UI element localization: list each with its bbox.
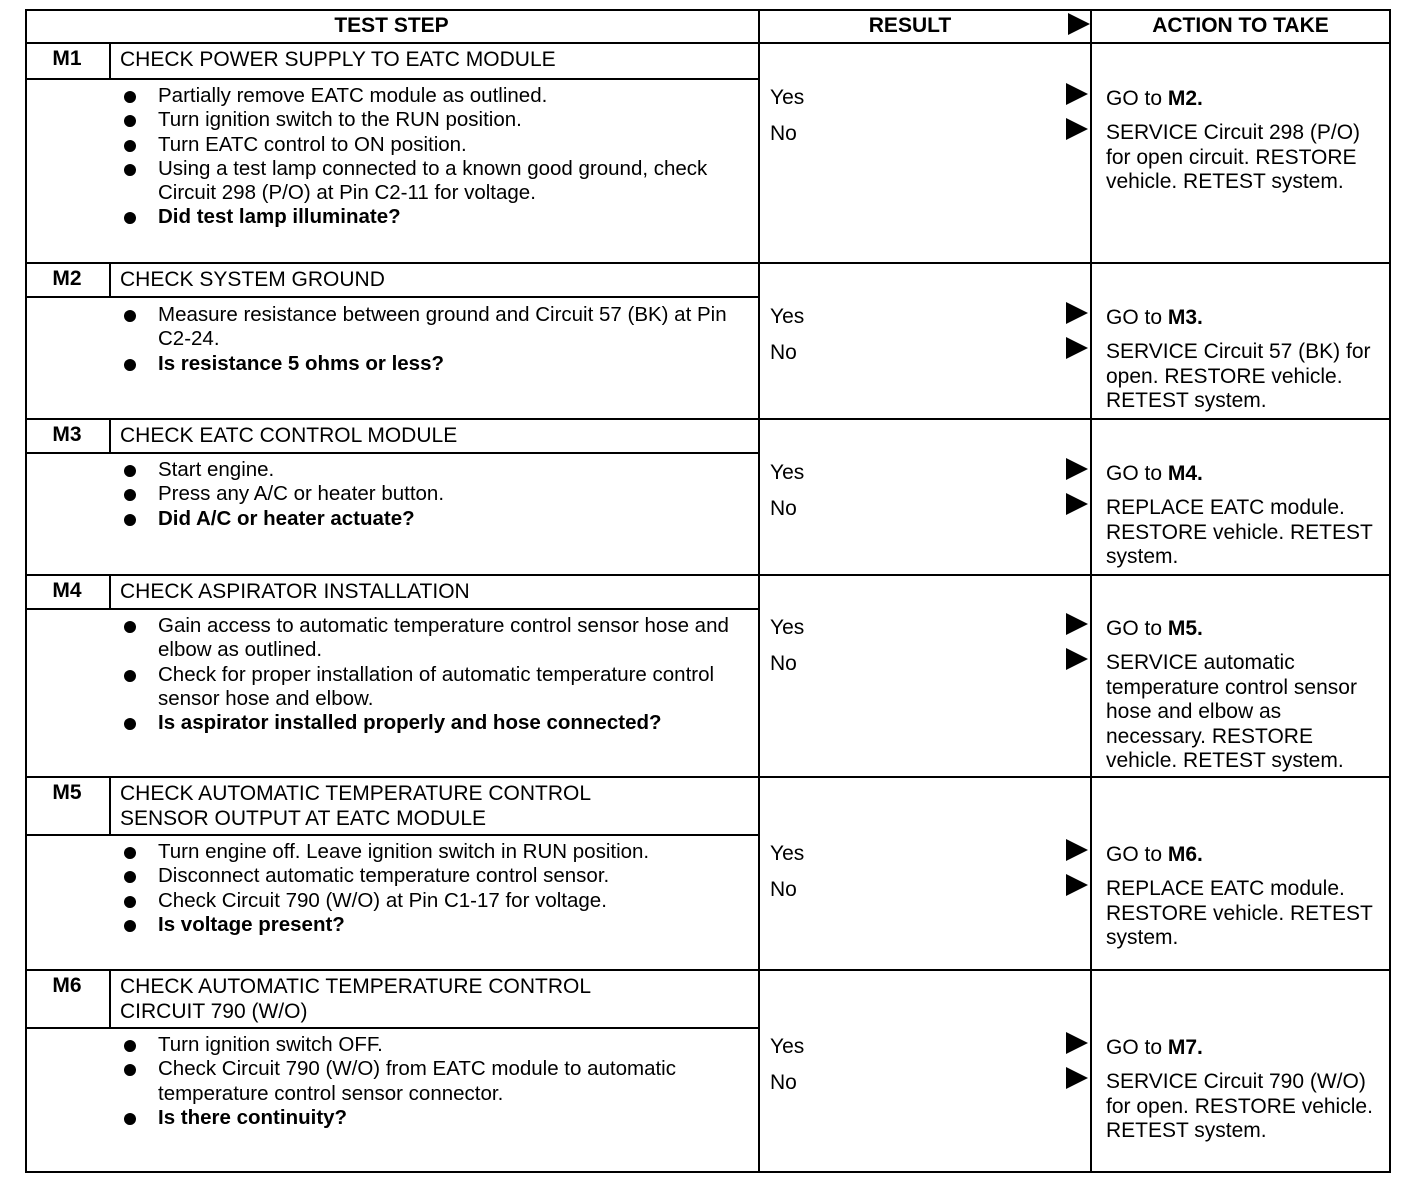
test-section-m1: [25, 44, 1391, 263]
code-divider: [109, 971, 111, 1028]
no-action: SERVICE automatic temperature control sensor hose and elbow as necessary. RESTORE vehicle. RETEST system.: [1106, 651, 1357, 772]
bullet-icon: [124, 871, 136, 883]
title-rule: [25, 1027, 758, 1029]
header-arrow-icon: [1068, 13, 1090, 35]
result-yes: Yes: [770, 616, 805, 639]
no-action: REPLACE EATC module. RESTORE vehicle. RETEST system.: [1106, 877, 1373, 949]
step-item: Check Circuit 790 (W/O) from EATC module to automatic temperature control sensor connector.: [120, 1057, 750, 1106]
code-divider: [109, 778, 111, 835]
yes-arrow-icon: [1066, 839, 1088, 861]
code-divider: [109, 264, 111, 297]
step-list: [120, 84, 750, 230]
code-divider: [109, 420, 111, 453]
step-question: Did test lamp illuminate?: [120, 205, 750, 229]
step-title: CHECK AUTOMATIC TEMPERATURE CONTROL CIRCUIT 790 (W/O): [120, 975, 591, 1023]
bullet-icon: [124, 1064, 136, 1076]
step-question: Is voltage present?: [120, 913, 750, 937]
title-rule: [25, 296, 758, 298]
step-code: M2: [52, 267, 82, 290]
title-rule: [25, 78, 758, 80]
goto-step-link[interactable]: M5.: [1167, 617, 1203, 640]
result-yes: Yes: [770, 842, 805, 865]
bullet-icon: [124, 896, 136, 908]
step-item: Using a test lamp connected to a known good ground, check Circuit 298 (P/O) at Pin C2-11 for voltage.: [120, 157, 750, 206]
yes-arrow-icon: [1066, 1032, 1088, 1054]
step-list: [120, 614, 750, 735]
code-divider: [109, 44, 111, 79]
yes-action: GO to M6.: [1106, 843, 1203, 866]
test-section-m5: [25, 778, 1391, 969]
step-title: CHECK POWER SUPPLY TO EATC MODULE: [120, 48, 556, 71]
bullet-icon: [124, 115, 136, 127]
yes-action: GO to M4.: [1106, 462, 1203, 485]
step-code: M4: [52, 579, 82, 602]
step-item: Start engine.: [120, 458, 750, 482]
bullet-icon: [124, 621, 136, 633]
step-question: Is aspirator installed properly and hose connected?: [120, 711, 750, 735]
result-no: No: [770, 341, 797, 364]
goto-step-link[interactable]: M7.: [1167, 1036, 1203, 1059]
yes-arrow-icon: [1066, 302, 1088, 324]
bullet-icon: [124, 1113, 136, 1125]
step-title: CHECK AUTOMATIC TEMPERATURE CONTROL SENSOR OUTPUT AT EATC MODULE: [120, 782, 591, 830]
step-code: M6: [52, 974, 82, 997]
step-item: Measure resistance between ground and Circuit 57 (BK) at Pin C2-24.: [120, 303, 750, 352]
title-rule: [25, 834, 758, 836]
header-result: RESULT: [868, 14, 952, 37]
step-item: Press any A/C or heater button.: [120, 482, 750, 506]
bullet-icon: [124, 140, 136, 152]
no-action: SERVICE Circuit 298 (P/O) for open circuit. RESTORE vehicle. RETEST system.: [1106, 121, 1361, 193]
step-item: Gain access to automatic temperature control sensor hose and elbow as outlined.: [120, 614, 750, 663]
result-yes: Yes: [770, 305, 805, 328]
result-yes: Yes: [770, 86, 805, 109]
bullet-icon: [124, 920, 136, 932]
bullet-icon: [124, 847, 136, 859]
step-question: Is there continuity?: [120, 1106, 750, 1130]
no-arrow-icon: [1066, 337, 1088, 359]
yes-action: GO to M5.: [1106, 617, 1203, 640]
yes-action: GO to M2.: [1106, 87, 1203, 110]
yes-arrow-icon: [1066, 458, 1088, 480]
bullet-icon: [124, 514, 136, 526]
goto-step-link[interactable]: M6.: [1167, 843, 1203, 866]
no-action: REPLACE EATC module. RESTORE vehicle. RETEST system.: [1106, 496, 1373, 568]
step-item: Check for proper installation of automatic temperature control sensor hose and elbow.: [120, 663, 750, 712]
step-list: [120, 1033, 750, 1130]
step-item: Turn engine off. Leave ignition switch in RUN position.: [120, 840, 750, 864]
yes-arrow-icon: [1066, 613, 1088, 635]
code-divider: [109, 576, 111, 609]
goto-step-link[interactable]: M2.: [1167, 87, 1203, 110]
bullet-icon: [124, 91, 136, 103]
result-no: No: [770, 497, 797, 520]
step-list: [120, 840, 750, 937]
bullet-icon: [124, 310, 136, 322]
test-section-m4: [25, 576, 1391, 777]
step-item: Check Circuit 790 (W/O) at Pin C1-17 for voltage.: [120, 889, 750, 913]
yes-action: GO to M7.: [1106, 1036, 1203, 1059]
test-section-m2: [25, 264, 1391, 419]
step-list: [120, 303, 750, 376]
result-yes: Yes: [770, 1035, 805, 1058]
test-section-m6: [25, 971, 1391, 1171]
no-action: SERVICE Circuit 57 (BK) for open. RESTORE vehicle. RETEST system.: [1106, 340, 1371, 412]
step-title: CHECK ASPIRATOR INSTALLATION: [120, 580, 470, 603]
step-code: M5: [52, 781, 82, 804]
step-list: [120, 458, 750, 531]
bullet-icon: [124, 670, 136, 682]
bullet-icon: [124, 212, 136, 224]
diagnostic-table: [25, 9, 1391, 1173]
header-action: ACTION TO TAKE: [1152, 14, 1329, 37]
result-no: No: [770, 652, 797, 675]
title-rule: [25, 608, 758, 610]
step-title: CHECK SYSTEM GROUND: [120, 268, 385, 291]
step-item: Turn ignition switch to the RUN position.: [120, 108, 750, 132]
no-arrow-icon: [1066, 648, 1088, 670]
result-no: No: [770, 1071, 797, 1094]
yes-arrow-icon: [1066, 83, 1088, 105]
result-yes: Yes: [770, 461, 805, 484]
step-item: Disconnect automatic temperature control sensor.: [120, 864, 750, 888]
step-code: M1: [52, 47, 82, 70]
border-bottom: [25, 1171, 1391, 1173]
result-no: No: [770, 878, 797, 901]
no-arrow-icon: [1066, 118, 1088, 140]
yes-action: GO to M3.: [1106, 306, 1203, 329]
title-rule: [25, 452, 758, 454]
goto-step-link[interactable]: M3.: [1167, 306, 1203, 329]
step-code: M3: [52, 423, 82, 446]
bullet-icon: [124, 489, 136, 501]
no-arrow-icon: [1066, 874, 1088, 896]
step-question: Is resistance 5 ohms or less?: [120, 352, 750, 376]
no-arrow-icon: [1066, 493, 1088, 515]
bullet-icon: [124, 1040, 136, 1052]
step-question: Did A/C or heater actuate?: [120, 507, 750, 531]
bullet-icon: [124, 718, 136, 730]
step-item: Partially remove EATC module as outlined.: [120, 84, 750, 108]
header-test-step: TEST STEP: [334, 14, 449, 37]
test-section-m3: [25, 420, 1391, 575]
result-no: No: [770, 122, 797, 145]
no-arrow-icon: [1066, 1067, 1088, 1089]
goto-step-link[interactable]: M4.: [1167, 462, 1203, 485]
step-item: Turn EATC control to ON position.: [120, 133, 750, 157]
step-item: Turn ignition switch OFF.: [120, 1033, 750, 1057]
bullet-icon: [124, 465, 136, 477]
no-action: SERVICE Circuit 790 (W/O) for open. RESTORE vehicle. RETEST system.: [1106, 1070, 1373, 1142]
bullet-icon: [124, 359, 136, 371]
bullet-icon: [124, 164, 136, 176]
border-top: [25, 9, 1391, 11]
step-title: CHECK EATC CONTROL MODULE: [120, 424, 458, 447]
